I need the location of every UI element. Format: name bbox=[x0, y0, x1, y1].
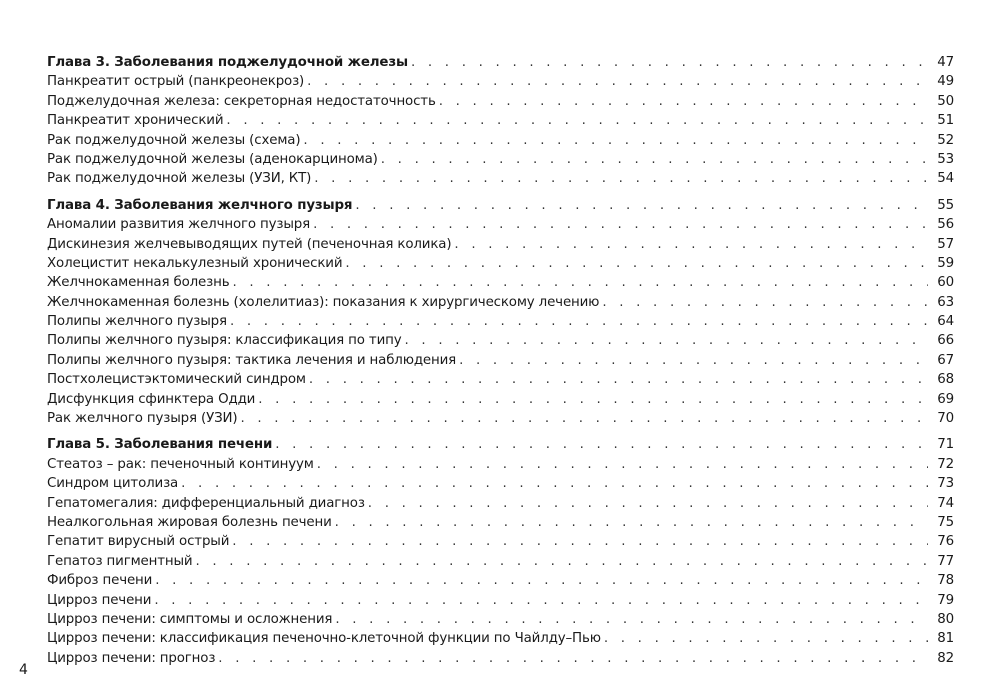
dot-leader bbox=[602, 293, 928, 312]
entry-page: 76 bbox=[937, 534, 954, 550]
entry-page: 57 bbox=[937, 236, 954, 252]
toc-entry[interactable] bbox=[47, 331, 954, 350]
toc-entry[interactable] bbox=[47, 111, 954, 130]
entry-title: Рак желчного пузыря (УЗИ) bbox=[47, 411, 238, 427]
toc-entry[interactable] bbox=[47, 169, 954, 188]
dot-leader bbox=[313, 215, 928, 234]
entry-page: 72 bbox=[937, 456, 954, 472]
entry-title: Желчнокаменная болезнь (холелитиаз): показания к хирургическому лечению bbox=[47, 294, 600, 310]
entry-title: Рак поджелудочной железы (аденокарцинома) bbox=[47, 151, 378, 167]
entry-page: 79 bbox=[937, 592, 954, 608]
chapter-title: Глава 5. Заболевания печени bbox=[47, 437, 273, 453]
dot-leader bbox=[181, 474, 928, 493]
entry-page: 67 bbox=[937, 352, 954, 368]
dot-leader bbox=[195, 552, 928, 571]
entry-page: 74 bbox=[937, 495, 954, 511]
entry-title: Неалкогольная жировая болезнь печени bbox=[47, 514, 332, 530]
chapter-section bbox=[47, 435, 954, 668]
entry-title: Цирроз печени bbox=[47, 592, 152, 608]
dot-leader bbox=[230, 312, 928, 331]
toc-entry[interactable] bbox=[47, 351, 954, 370]
chapter-page: 71 bbox=[937, 437, 954, 453]
dot-leader bbox=[355, 196, 928, 215]
entry-title: Гепатит вирусный острый bbox=[47, 534, 230, 550]
entry-title: Дисфункция сфинктера Одди bbox=[47, 391, 256, 407]
entry-title: Рак поджелудочной железы (УЗИ, КТ) bbox=[47, 171, 312, 187]
entry-title: Цирроз печени: классификация печеночно-клеточной функции по Чайлду–Пью bbox=[47, 631, 601, 647]
dot-leader bbox=[459, 351, 928, 370]
chapter-title: Глава 4. Заболевания желчного пузыря bbox=[47, 197, 353, 213]
entry-title: Холецистит некалькулезный хронический bbox=[47, 255, 343, 271]
entry-page: 66 bbox=[937, 333, 954, 349]
entry-page: 80 bbox=[937, 611, 954, 627]
entry-title: Аномалии развития желчного пузыря bbox=[47, 217, 311, 233]
toc-entry[interactable] bbox=[47, 131, 954, 150]
dot-leader bbox=[335, 513, 928, 532]
entry-page: 54 bbox=[937, 171, 954, 187]
toc-entry[interactable] bbox=[47, 215, 954, 234]
chapter-page: 55 bbox=[937, 197, 954, 213]
dot-leader bbox=[345, 254, 928, 273]
page-number: 4 bbox=[19, 662, 28, 678]
dot-leader bbox=[154, 591, 928, 610]
entry-page: 77 bbox=[937, 553, 954, 569]
dot-leader bbox=[604, 629, 928, 648]
entry-title: Гепатомегалия: дифференциальный диагноз bbox=[47, 495, 365, 511]
entry-page: 52 bbox=[937, 132, 954, 148]
entry-title: Цирроз печени: прогноз bbox=[47, 650, 216, 666]
toc-entry[interactable] bbox=[47, 455, 954, 474]
entry-page: 78 bbox=[937, 573, 954, 589]
toc-entry[interactable] bbox=[47, 72, 954, 91]
dot-leader bbox=[155, 571, 928, 590]
dot-leader bbox=[411, 53, 928, 72]
chapter-heading-row[interactable] bbox=[47, 53, 954, 72]
entry-page: 63 bbox=[937, 294, 954, 310]
toc-entry[interactable] bbox=[47, 390, 954, 409]
dot-leader bbox=[275, 435, 928, 454]
toc-entry[interactable] bbox=[47, 474, 954, 493]
dot-leader bbox=[218, 649, 928, 668]
toc-entry[interactable] bbox=[47, 571, 954, 590]
entry-title: Дискинезия желчевыводящих путей (печеночная колика) bbox=[47, 236, 452, 252]
toc-entry[interactable] bbox=[47, 629, 954, 648]
toc-entry[interactable] bbox=[47, 649, 954, 668]
chapter-section bbox=[47, 196, 954, 429]
entry-title: Полипы желчного пузыря: классификация по типу bbox=[47, 333, 402, 349]
entry-page: 75 bbox=[937, 514, 954, 530]
entry-title: Поджелудочная железа: секреторная недостаточность bbox=[47, 93, 436, 109]
entry-page: 53 bbox=[937, 151, 954, 167]
dot-leader bbox=[317, 455, 928, 474]
dot-leader bbox=[303, 131, 928, 150]
toc-entry[interactable] bbox=[47, 409, 954, 428]
entry-title: Гепатоз пигментный bbox=[47, 553, 193, 569]
entry-page: 81 bbox=[937, 631, 954, 647]
entry-title: Желчнокаменная болезнь bbox=[47, 275, 230, 291]
toc-entry[interactable] bbox=[47, 150, 954, 169]
toc-entry[interactable] bbox=[47, 513, 954, 532]
entry-page: 64 bbox=[937, 314, 954, 330]
dot-leader bbox=[405, 331, 929, 350]
dot-leader bbox=[335, 610, 928, 629]
entry-page: 49 bbox=[937, 74, 954, 90]
toc-entry[interactable] bbox=[47, 235, 954, 254]
entry-title: Фиброз печени bbox=[47, 573, 153, 589]
chapter-heading-row[interactable] bbox=[47, 196, 954, 215]
chapter-title: Глава 3. Заболевания поджелудочной железы bbox=[47, 55, 408, 70]
toc-entry[interactable] bbox=[47, 312, 954, 331]
toc-entry[interactable] bbox=[47, 591, 954, 610]
toc-entry[interactable] bbox=[47, 532, 954, 551]
entry-page: 69 bbox=[937, 391, 954, 407]
dot-leader bbox=[439, 92, 928, 111]
entry-page: 59 bbox=[937, 255, 954, 271]
toc-entry[interactable] bbox=[47, 273, 954, 292]
entry-title: Панкреатит острый (панкреонекроз) bbox=[47, 74, 305, 90]
entry-title: Рак поджелудочной железы (схема) bbox=[47, 132, 301, 148]
entry-page: 68 bbox=[937, 372, 954, 388]
dot-leader bbox=[454, 235, 928, 254]
entry-page: 82 bbox=[937, 650, 954, 666]
chapter-page: 47 bbox=[937, 55, 954, 70]
dot-leader bbox=[226, 111, 928, 130]
dot-leader bbox=[381, 150, 928, 169]
entry-title: Стеатоз – рак: печеночный континуум bbox=[47, 456, 314, 472]
entry-page: 56 bbox=[937, 217, 954, 233]
dot-leader bbox=[232, 532, 928, 551]
chapter-heading-row[interactable] bbox=[47, 435, 954, 454]
toc-entry[interactable] bbox=[47, 552, 954, 571]
toc-entry[interactable] bbox=[47, 92, 954, 111]
toc-entry[interactable] bbox=[47, 610, 954, 629]
entry-page: 50 bbox=[937, 93, 954, 109]
entry-title: Цирроз печени: симптомы и осложнения bbox=[47, 611, 333, 627]
dot-leader bbox=[307, 72, 928, 91]
dot-leader bbox=[309, 370, 928, 389]
toc-entry[interactable] bbox=[47, 494, 954, 513]
dot-leader bbox=[258, 390, 928, 409]
entry-page: 73 bbox=[937, 476, 954, 492]
toc-entry[interactable] bbox=[47, 293, 954, 312]
toc-entry[interactable] bbox=[47, 254, 954, 273]
entry-title: Полипы желчного пузыря bbox=[47, 314, 227, 330]
dot-leader bbox=[232, 273, 928, 292]
dot-leader bbox=[368, 494, 928, 513]
entry-title: Панкреатит хронический bbox=[47, 113, 224, 129]
dot-leader bbox=[314, 169, 928, 188]
entry-title: Синдром цитолиза bbox=[47, 476, 179, 492]
entry-title: Полипы желчного пузыря: тактика лечения и наблюдения bbox=[47, 352, 457, 368]
dot-leader bbox=[240, 409, 928, 428]
table-of-contents bbox=[47, 53, 954, 675]
entry-page: 51 bbox=[937, 113, 954, 129]
entry-page: 70 bbox=[937, 411, 954, 427]
entry-page: 60 bbox=[937, 275, 954, 291]
toc-entry[interactable] bbox=[47, 370, 954, 389]
chapter-section bbox=[47, 53, 954, 189]
entry-title: Постхолецистэктомический синдром bbox=[47, 372, 306, 388]
